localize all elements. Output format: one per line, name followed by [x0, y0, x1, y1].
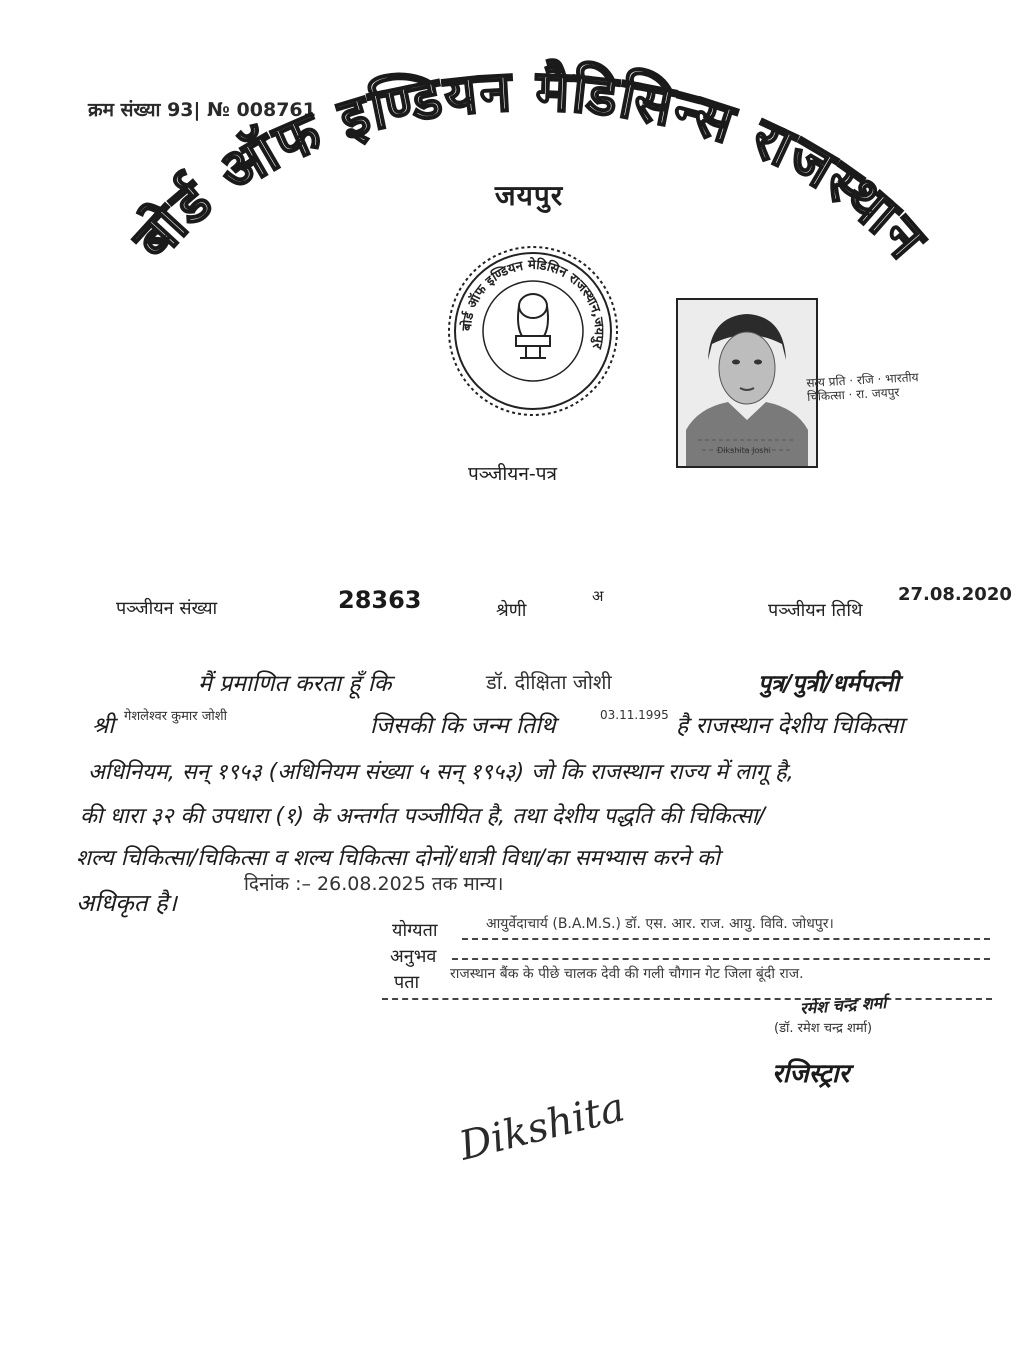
national-emblem-icon	[516, 294, 550, 358]
qualification-line	[462, 938, 990, 940]
certify-line4: की धारा ३२ की उपधारा (१) के अन्तर्गत पञ्जीयित है, तथा देशीय पद्धति की चिकित्सा/	[80, 804, 765, 829]
category-value: अ	[592, 587, 604, 605]
certify-line6: अधिकृत है।	[76, 889, 177, 917]
relation-options: पुत्र/पुत्री/धर्मपत्नी	[758, 671, 900, 697]
registration-number-label: पञ्जीयन संख्या	[116, 598, 218, 619]
experience-label: अनुभव	[390, 946, 437, 967]
parent-name: गेशलेश्वर कुमार जोशी	[124, 709, 227, 724]
document-title: पञ्जीयन-पत्र	[468, 463, 558, 485]
certify-line2-suffix: है राजस्थान देशीय चिकित्सा	[676, 713, 904, 739]
registration-date: 27.08.2020	[898, 584, 1012, 605]
registration-number: 28363	[338, 586, 422, 614]
qualification-value: आयुर्वेदाचार्य (B.A.M.S.) डॉ. एस. आर. राज. आयु. विवि. जोधपुर।	[486, 916, 834, 932]
registrar-title: रजिस्ट्रार	[772, 1059, 850, 1089]
certify-prefix: मैं प्रमाणित करता हूँ कि	[198, 671, 392, 697]
photo-attestation-stamp: सत्य प्रति · रजि · भारतीय चिकित्सा · रा. जयपुर	[806, 370, 919, 404]
certify-line3: अधिनियम, सन् १९५३ (अधिनियम संख्या ५ सन् १९५३) जो कि राजस्थान राज्य में लागू है,	[88, 760, 794, 785]
address-line	[382, 998, 992, 1000]
city-label: जयपुर	[494, 179, 564, 212]
serial-number: क्रम संख्या 93| № 008761	[88, 99, 316, 121]
experience-line	[452, 958, 990, 960]
date-of-birth: 03.11.1995	[600, 708, 669, 722]
holder-photo	[676, 298, 818, 468]
address-value: राजस्थान बैंक के पीछे चालक देवी की गली चौगान गेट जिला बूंदी राज.	[450, 966, 804, 982]
board-seal	[446, 244, 620, 418]
seal-text: बोर्ड ऑफ इण्डियन मेडिसिन राजस्थान,जयपुर	[459, 257, 607, 351]
holder-signature: Dikshita	[454, 1084, 630, 1170]
shri-prefix: श्री	[92, 713, 115, 739]
qualification-label: योग्यता	[392, 920, 438, 941]
board-title-text: बोर्ड ऑफ इण्डियन मैडिसिन्स राजस्थान	[121, 58, 940, 273]
category-label: श्रेणी	[496, 600, 527, 621]
validity-date: दिनांक :– 26.08.2025 तक मान्य।	[244, 873, 504, 895]
registrar-name: (डॉ. रमेश चन्द्र शर्मा)	[774, 1021, 873, 1036]
registration-date-label: पञ्जीयन तिथि	[768, 600, 863, 621]
registrar-signature: रमेश चन्द्र शर्मा	[799, 993, 887, 1018]
holder-name: डॉ. दीक्षिता जोशी	[486, 670, 612, 694]
certify-line5: शल्य चिकित्सा/चिकित्सा व शल्य चिकित्सा दोनों/धात्री विधा/का समभ्यास करने को	[76, 846, 720, 871]
photo-caption: Dikshita Joshi	[717, 446, 771, 455]
dob-prefix: जिसकी कि जन्म तिथि	[370, 713, 556, 739]
portrait-icon	[678, 300, 816, 466]
address-label: पता	[394, 972, 420, 993]
